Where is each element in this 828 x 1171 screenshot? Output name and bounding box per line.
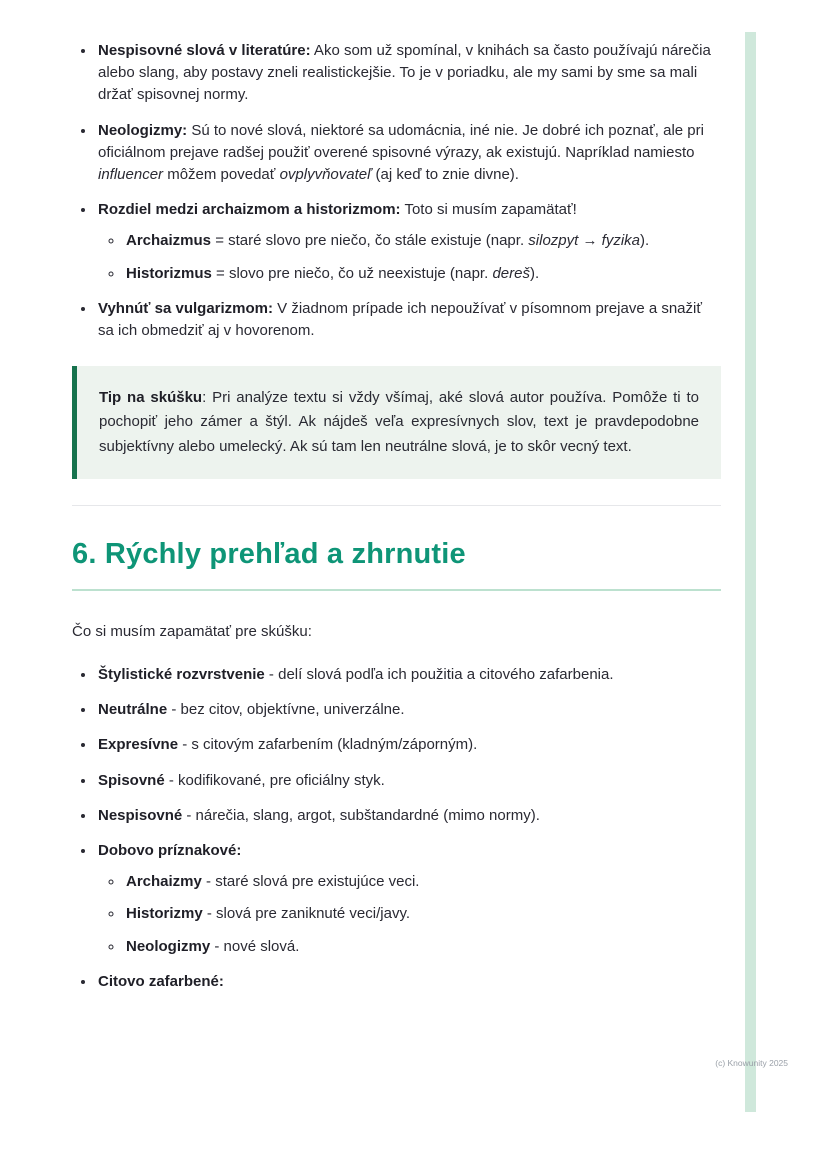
- list-item: [96, 971, 721, 993]
- bullet-text: - slová pre zaniknuté veci/javy.: [202, 905, 410, 923]
- tip-text: : Pri analýze textu si vždy všímaj, aké slová autor používa. Pomôže ti to pochopiť jeho zámer a štýl. Ak nájdeš veľa expresívnych slov, text je pravdepodobne subjektívny alebo umelecký. Ak sú tam len neutrálne slová, je to skôr vecný text.: [99, 389, 699, 455]
- bullet-text: Toto si musím zapamätať!: [400, 201, 577, 219]
- bullet-lead: Neologizmy: [126, 937, 211, 955]
- bullet-text: - nové slová.: [210, 937, 300, 955]
- bullet-lead: Historizmus: [126, 264, 212, 282]
- bullet-text: Ako som už spomínal, v knihách sa často používajú nárečia alebo slang, aby postavy zneli realistickejšie. To je v poriadku, ale my sami by sme sa mali držať spisovnej normy.: [98, 42, 711, 104]
- list-item: [96, 734, 721, 756]
- bullet-lead: Dobovo príznakové:: [98, 841, 242, 859]
- bullet-text: - staré slová pre existujúce veci.: [201, 873, 420, 891]
- bullet-lead: Nespisovné: [98, 806, 183, 824]
- bullet-lead: Spisovné: [98, 771, 165, 789]
- bullet-text: - bez citov, objektívne, univerzálne.: [167, 701, 405, 719]
- italic-term: ovplyvňovateľ: [279, 165, 372, 183]
- sub-list: [98, 230, 721, 284]
- bullet-text: = staré slovo pre niečo, čo stále existuje (napr.: [211, 232, 529, 250]
- italic-term: fyzika: [601, 232, 640, 250]
- bullet-text: Sú to nové slová, niektoré sa udomácnia, iné nie. Je dobré ich poznať, ale pri oficiálnom prejave radšej použiť overené spisovné výrazy, ak existujú. Napríklad namiesto: [98, 121, 704, 161]
- bullet-lead: Neologizmy:: [98, 121, 188, 139]
- bullet-text: - delí slová podľa ich použitia a citového zafarbenia.: [264, 666, 614, 684]
- bullet-text: = slovo pre niečo, čo už neexistuje (napr.: [211, 264, 493, 282]
- bullet-text: ).: [640, 232, 650, 250]
- bullet-text: - s citovým zafarbením (kladným/záporným).: [178, 736, 478, 754]
- bullet-text: - kodifikované, pre oficiálny styk.: [164, 771, 385, 789]
- bullet-text: (aj keď to znie divne).: [371, 165, 519, 183]
- bullet-lead: Neutrálne: [98, 701, 168, 719]
- heading-underline: [72, 589, 721, 591]
- bullet-lead: Archaizmus: [126, 232, 212, 250]
- bullet-text: V žiadnom prípade ich nepoužívať v písomnom prejave a snažiť sa ich obmedziť aj v hovorenom.: [98, 299, 702, 339]
- italic-term: dereš: [492, 264, 530, 282]
- list-item: [124, 936, 721, 958]
- summary-list: [72, 664, 721, 993]
- bullet-lead: Rozdiel medzi archaizmom a historizmom:: [98, 201, 401, 219]
- bullet-text: ).: [529, 264, 540, 282]
- content-column: [72, 40, 721, 1006]
- list-item: [96, 840, 721, 958]
- bullet-text: - nárečia, slang, argot, subštandardné (mimo normy).: [182, 806, 540, 824]
- list-item: [96, 298, 721, 342]
- list-item: [124, 263, 721, 285]
- list-item: [96, 199, 721, 285]
- list-item: [96, 699, 721, 721]
- section-divider: [72, 505, 721, 506]
- arrow-glyph: →: [578, 232, 602, 250]
- list-item: [124, 871, 721, 893]
- bullet-lead: Štylistické rozvrstvenie: [98, 666, 265, 684]
- list-item: [96, 770, 721, 792]
- bullet-lead: Historizmy: [126, 905, 203, 923]
- list-item: [96, 40, 721, 107]
- bullet-lead: Nespisovné slová v literatúre:: [98, 42, 311, 59]
- tip-label: Tip na skúšku: [99, 389, 203, 407]
- bullet-lead: Vyhnúť sa vulgarizmom:: [98, 299, 273, 317]
- list-item: [124, 903, 721, 925]
- section-intro: Čo si musím zapamätať pre skúšku:: [72, 622, 312, 640]
- list-item: [96, 664, 721, 686]
- bullet-lead: Archaizmy: [126, 873, 202, 891]
- exam-tip-callout: [72, 366, 721, 479]
- section-heading: 6. Rýchly prehľad a zhrnutie: [72, 537, 466, 570]
- bullet-lead: Citovo zafarbené:: [98, 972, 224, 990]
- copyright-footer: (c) Knowunity 2025: [715, 1058, 788, 1068]
- bullet-lead: Expresívne: [98, 736, 179, 754]
- list-item: [96, 120, 721, 187]
- sub-list: [98, 871, 721, 958]
- italic-term: influencer: [98, 165, 164, 183]
- notes-list: [72, 40, 721, 342]
- list-item: [96, 805, 721, 827]
- list-item: [124, 230, 721, 252]
- italic-term: silozpyt: [528, 232, 579, 250]
- bullet-text: môžem povedať: [163, 165, 280, 183]
- page-edge-stripe: [745, 32, 756, 1112]
